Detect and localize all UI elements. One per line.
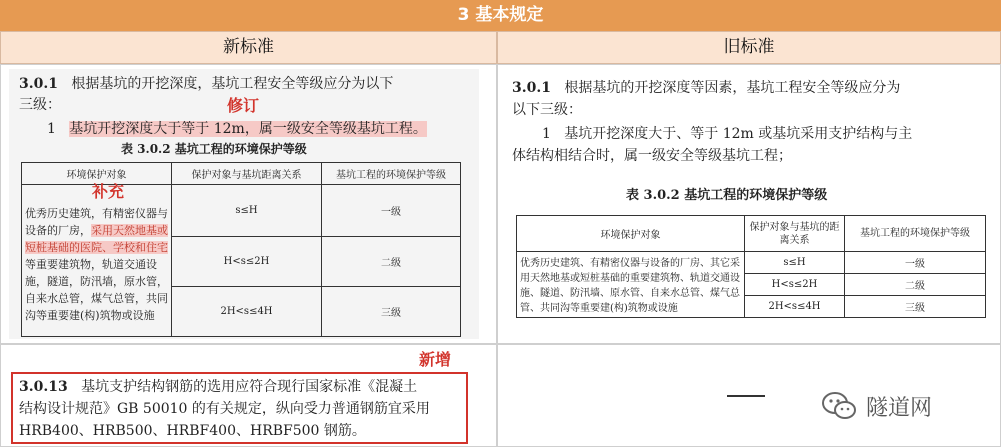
level-cell: 二级 bbox=[845, 274, 986, 296]
clause-text-cont: 三级： bbox=[19, 97, 61, 113]
clause-number: 3.0.1 bbox=[512, 80, 551, 96]
supplement-tag: 补充 bbox=[92, 182, 125, 201]
object-supplement-text: 采用天然地基或短桩基础的医院、学校和住宅 bbox=[25, 224, 168, 254]
item-text: 基坑开挖深度大于、等于 12m 或基坑采用支护结构与主 bbox=[564, 126, 913, 142]
clause-number: 3.0.1 bbox=[19, 76, 58, 92]
object-text: 优秀历史建筑，有精密仪器与设备的厂房， bbox=[25, 207, 168, 237]
revise-tag: 修订 bbox=[227, 96, 260, 115]
item-number: 1 bbox=[47, 121, 56, 137]
clause-text: HRB400、HRB500、HRBF400、HRBF500 钢筋。 bbox=[19, 423, 366, 439]
env-protection-table bbox=[21, 162, 461, 337]
new-clause-cell bbox=[0, 344, 497, 447]
relation-cell: H<s≤2H bbox=[172, 237, 322, 287]
level-cell: 一级 bbox=[845, 252, 986, 274]
table-title: 表 3.0.2 基坑工程的环境保护等级 bbox=[121, 142, 307, 156]
new-standard-cell bbox=[0, 64, 497, 344]
watermark-text: 隧道网 bbox=[866, 395, 933, 421]
watermark bbox=[820, 389, 932, 423]
table-header: 保护对象与基坑距离关系 bbox=[172, 163, 322, 185]
relation-cell: 2H<s≤4H bbox=[172, 287, 322, 337]
table-header: 基坑工程的环境保护等级 bbox=[845, 216, 986, 252]
column-header-new: 新标准 bbox=[0, 31, 497, 64]
table-header: 环境保护对象 bbox=[22, 163, 172, 185]
relation-cell: H<s≤2H bbox=[745, 274, 845, 296]
item-number: 1 bbox=[542, 126, 551, 142]
level-cell: 二级 bbox=[322, 237, 461, 287]
table-header: 环境保护对象 bbox=[517, 216, 745, 252]
table-header: 基坑工程的环境保护等级 bbox=[322, 163, 461, 185]
new-tag: 新增 bbox=[419, 350, 452, 369]
clause-text: 基坑支护结构钢筋的选用应符合现行国家标准《混凝土 bbox=[81, 379, 418, 395]
wechat-icon bbox=[820, 391, 858, 421]
relation-cell: s≤H bbox=[745, 252, 845, 274]
old-standard-cell bbox=[497, 64, 1001, 344]
relation-cell: 2H<s≤4H bbox=[745, 296, 845, 318]
object-text-cont: 等重要建筑物，轨道交通设施，隧道，防汛墙，原水管，自来水总管，煤气总管，共同沟等重要建(构)筑物或设施 bbox=[25, 258, 168, 322]
clause-text: 根据基坑的开挖深度等因素，基坑工程安全等级应分为 bbox=[564, 80, 901, 96]
table-header: 保护对象与基坑的距离关系 bbox=[745, 216, 845, 252]
level-cell: 一级 bbox=[322, 185, 461, 237]
item-text: 基坑开挖深度大于等于 12m，属一级安全等级基坑工程。 bbox=[69, 121, 427, 137]
level-cell: 三级 bbox=[845, 296, 986, 318]
env-protection-table bbox=[516, 215, 986, 318]
level-cell: 三级 bbox=[322, 287, 461, 337]
clause-number: 3.0.13 bbox=[19, 379, 68, 395]
new-clause-box bbox=[11, 372, 468, 444]
protected-object-cell: 优秀历史建筑、有精密仪器与设备的厂房、其它采用天然地基或短桩基础的重要建筑物、轨道交通设施、隧道、防汛墙、原水管、自来水总管、煤气总管、共同沟等重要建(构)筑物或设施 bbox=[517, 252, 745, 318]
no-content-dash bbox=[727, 395, 765, 397]
protected-object-cell bbox=[22, 182, 172, 337]
table-title: 表 3.0.2 基坑工程的环境保护等级 bbox=[626, 188, 828, 203]
relation-cell: s≤H bbox=[172, 185, 322, 237]
clause-text: 根据基坑的开挖深度，基坑工程安全等级应分为以下 bbox=[71, 76, 394, 92]
item-text-cont: 体结构相结合时，属一级安全等级基坑工程； bbox=[512, 148, 792, 164]
clause-text: 结构设计规范》GB 50010 的有关规定，纵向受力普通钢筋宜采用 bbox=[19, 401, 430, 417]
section-banner: 3 基本规定 bbox=[0, 0, 1001, 31]
column-header-old: 旧标准 bbox=[497, 31, 1001, 64]
clause-text-cont: 以下三级： bbox=[512, 102, 582, 118]
